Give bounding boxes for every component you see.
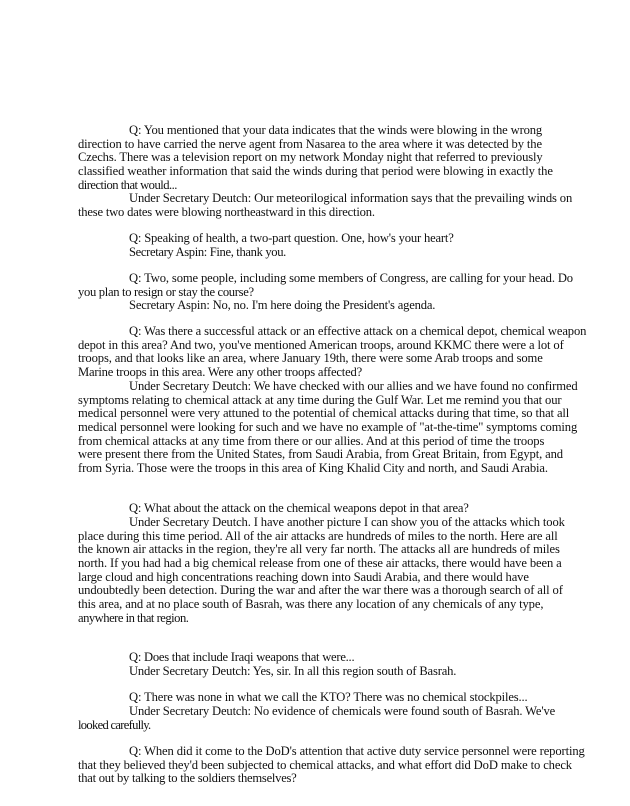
- question-paragraph: [78, 691, 608, 705]
- text-line: that they believed they'd been subjected to chemical attacks, and what effort did DoD make to check: [78, 757, 572, 772]
- answer-paragraph: [78, 705, 608, 732]
- text-line: Under Secretary Deutch: Yes, sir. In all this region south of Basrah.: [129, 664, 457, 678]
- question-paragraph: [78, 232, 608, 246]
- question-paragraph: [78, 651, 608, 665]
- answer-paragraph: [78, 665, 608, 679]
- text-line: Secretary Aspin: Fine, thank you.: [129, 245, 286, 259]
- text-line: anywhere in that region.: [78, 610, 189, 625]
- answer-paragraph: [78, 380, 608, 476]
- text-line: Q: When did it come to the DoD's attention that active duty service personnel were reporting: [129, 744, 585, 758]
- text-line: Q: You mentioned that your data indicates that the winds were blowing in the wrong: [129, 123, 543, 137]
- text-line: from chemical attacks at any time from there or our allies. And at this period of time the troops: [78, 433, 545, 448]
- text-line: Q: Was there a successful attack or an effective attack on a chemical depot, chemical weapon: [129, 324, 587, 338]
- text-line: looked carefully.: [78, 717, 151, 732]
- text-line: were present there from the United States, from Saudi Arabia, from Great Britain, from Egypt, and: [78, 447, 563, 462]
- question-paragraph: [78, 502, 608, 516]
- text-line: direction to have carried the nerve agent from Nasarea to the area where it was detected by the: [78, 136, 542, 151]
- text-line: Czechs. There was a television report on my network Monday night that referred to previously: [78, 150, 543, 165]
- text-line: Q: Speaking of health, a two-part question. One, how's your heart?: [129, 231, 454, 245]
- text-line: troops, and that looks like an area, where January 19th, there were some Arab troops and some: [78, 351, 543, 366]
- text-line: the known air attacks in the region, they're all very far north. The attacks all are hundreds of miles: [78, 542, 560, 557]
- answer-paragraph: [78, 246, 608, 260]
- text-line: Under Secretary Deutch: Our meteorilogical information says that the prevailing winds on: [129, 191, 573, 205]
- text-line: large cloud and high concentrations reaching down into Saudi Arabia, and there would have: [78, 569, 529, 584]
- text-line: Under Secretary Deutch: We have checked with our allies and we have found no confirmed: [129, 379, 578, 393]
- question-paragraph: [78, 272, 608, 299]
- text-line: Q: What about the attack on the chemical weapons depot in that area?: [129, 501, 469, 515]
- text-line: depot in this area? And two, you've mentioned American troops, around KKMC there were a lot of: [78, 337, 564, 352]
- question-paragraph: [78, 745, 608, 786]
- text-line: this area, and at no place south of Basrah, was there any location of any chemicals of any type,: [78, 596, 544, 611]
- text-line: direction that would...: [78, 177, 177, 192]
- text-line: north. If you had had a big chemical release from one of these air attacks, there would have been a: [78, 555, 562, 570]
- text-line: undoubtedly been detection. During the war and after the war there was a thorough search of all of: [78, 583, 563, 598]
- text-line: you plan to resign or stay the course?: [78, 284, 254, 299]
- text-line: these two dates were blowing northeastward in this direction.: [78, 204, 375, 219]
- text-line: place during this time period. All of the air attacks are hundreds of miles to the north. Here are all: [78, 528, 558, 543]
- text-line: medical personnel were looking for such and we have no example of "at-the-time" symptoms coming: [78, 419, 578, 434]
- text-line: Under Secretary Deutch. I have another picture I can show you of the attacks which took: [129, 515, 565, 529]
- answer-paragraph: [78, 192, 608, 219]
- text-line: Secretary Aspin: No, no. I'm here doing the President's agenda.: [129, 298, 436, 312]
- text-line: Q: There was none in what we call the KTO? There was no chemical stockpiles...: [129, 690, 528, 704]
- text-line: that out by talking to the soldiers themselves?: [78, 771, 297, 786]
- text-line: Under Secretary Deutch: No evidence of chemicals were found south of Basrah. We've: [129, 704, 556, 718]
- text-line: medical personnel were very attuned to the potential of chemical attacks during that time, so that all: [78, 406, 570, 421]
- text-line: Q: Does that include Iraqi weapons that were...: [129, 650, 355, 664]
- text-line: from Syria. Those were the troops in this area of King Khalid City and north, and Saudi Arabia.: [78, 460, 548, 475]
- answer-paragraph: [78, 516, 608, 625]
- question-paragraph: [78, 124, 608, 192]
- answer-paragraph: [78, 299, 608, 313]
- text-line: classified weather information that said the winds during that period were blowing in exactly the: [78, 163, 553, 178]
- question-paragraph: [78, 325, 608, 380]
- text-line: symptoms relating to chemical attack at any time during the Gulf War. Let me remind you that our: [78, 392, 562, 407]
- text-line: Marine troops in this area. Were any other troops affected?: [78, 364, 362, 379]
- text-line: Q: Two, some people, including some members of Congress, are calling for your head. Do: [129, 271, 573, 285]
